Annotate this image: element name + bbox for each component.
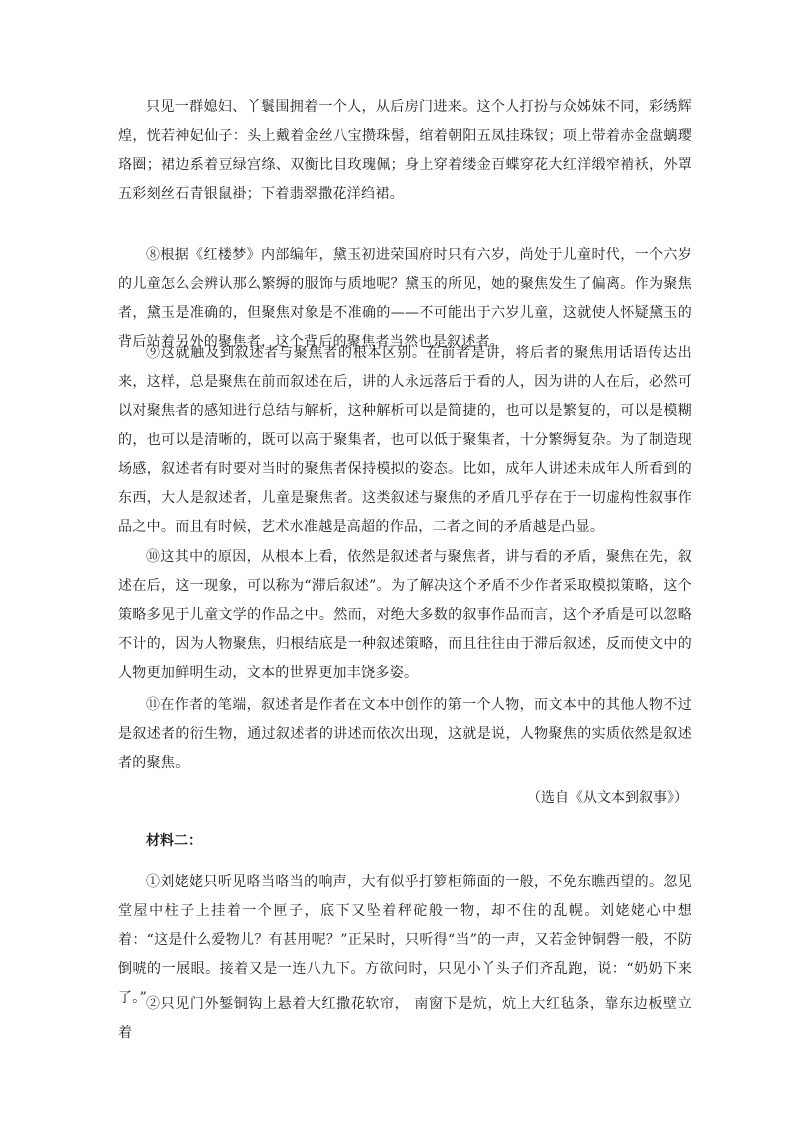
material-two-heading: 材料二：: [146, 833, 202, 849]
paragraph-9: ⑨这就触及到叙述者与聚焦者的根本区别。在前者是讲，将后者的聚焦用话语传达出来，这样，总是聚焦在前而叙述在后，讲的人永远落后于看的人，因为讲的人在后，必然可以对聚焦者的感知进行总结与解析，这种解析可以是简捷的，也可以是繁复的，可以是模糊的，也可以是清晰的，既可以高于聚集者，也可以低于聚集者，十分繁缛复杂。为了制造现场感，叙述者有时要对当时的聚焦者保持模拟的姿态。比如，成年人讲述未成年人所看到的东西，大人是叙述者，儿童是聚焦者。这类叙述与聚焦的矛盾几乎存在于一切虚构性叙事作品之中。而且有时候，艺术水准越是高超的作品，二者之间的矛盾越是凸显。: [118, 345, 692, 535]
paragraph-8: ⑧根据《红楼梦》内部编年，黛玉初进荣国府时只有六岁，尚处于儿童时代，一个六岁的儿童怎么会辨认那么繁缛的服饰与质地呢？黛玉的所见，她的聚焦发生了偏离。作为聚焦者，黛玉是准确的，但聚焦对象是不准确的——不可能出于六岁儿童，这就使人怀疑黛玉的背后站着另外的聚焦者，这个背后的聚焦者当然也是叙述者。: [118, 247, 692, 350]
material-two-paragraph-2: ②只见门外錾铜钩上悬着大红撒花软帘， 南窗下是炕，炕上大红毡条，靠东边板壁立着: [118, 996, 692, 1041]
source-citation: （选自《从文本到叙事》）: [527, 790, 688, 806]
material-two-paragraph-1: ①刘姥姥只听见咯当咯当的响声，大有似乎打箩柜筛面的一般，不免东瞧西望的。忽见堂屋中柱子上挂着一个匣子，底下又坠着秤砣般一物，却不住的乱幌。刘姥姥心中想着：“这是什么爱物儿？有甚用呢？”正呆时，只听得“当”的一声，又若金钟铜磬一般，不防倒唬的一展眼。接着又是一连八九下。方欲问时，只见小丫头子们齐乱跑，说：“奶奶下来了。”: [118, 874, 692, 1006]
intro-quote-paragraph: 只见一群媳妇、丫鬟围拥着一个人，从后房门进来。这个人打扮与众姊妹不同，彩绣辉煌，恍若神妃仙子：头上戴着金丝八宝攒珠髻，绾着朝阳五凤挂珠钗；项上带着赤金盘螭璎珞圈；裙边系着豆绿宫绦、双衡比目玫瑰佩；身上穿着缕金百蝶穿花大红洋缎窄褃袄，外罩五彩刻丝石青银鼠褂；下着翡翠撒花洋绉裙。: [118, 99, 692, 202]
paragraph-10: ⑩这其中的原因，从根本上看，依然是叙述者与聚焦者，讲与看的矛盾，聚焦在先，叙述在后，这一现象，可以称为“滞后叙述”。为了解决这个矛盾不少作者采取模拟策略，这个策略多见于儿童文学的作品之中。然而，对绝大多数的叙事作品而言，这个矛盾是可以忽略不计的，因为人物聚焦，归根结底是一种叙述策略，而且往往由于滞后叙述，反而使文中的人物更加鲜明生动，文本的世界更加丰饶多姿。: [118, 549, 692, 681]
paragraph-11: ⑪在作者的笔端，叙述者是作者在文本中创作的第一个人物，而文本中的其他人物不过是叙述者的衍生物，通过叙述者的讲述而依次出现，这就是说，人物聚焦的实质依然是叙述者的聚焦。: [118, 697, 692, 771]
